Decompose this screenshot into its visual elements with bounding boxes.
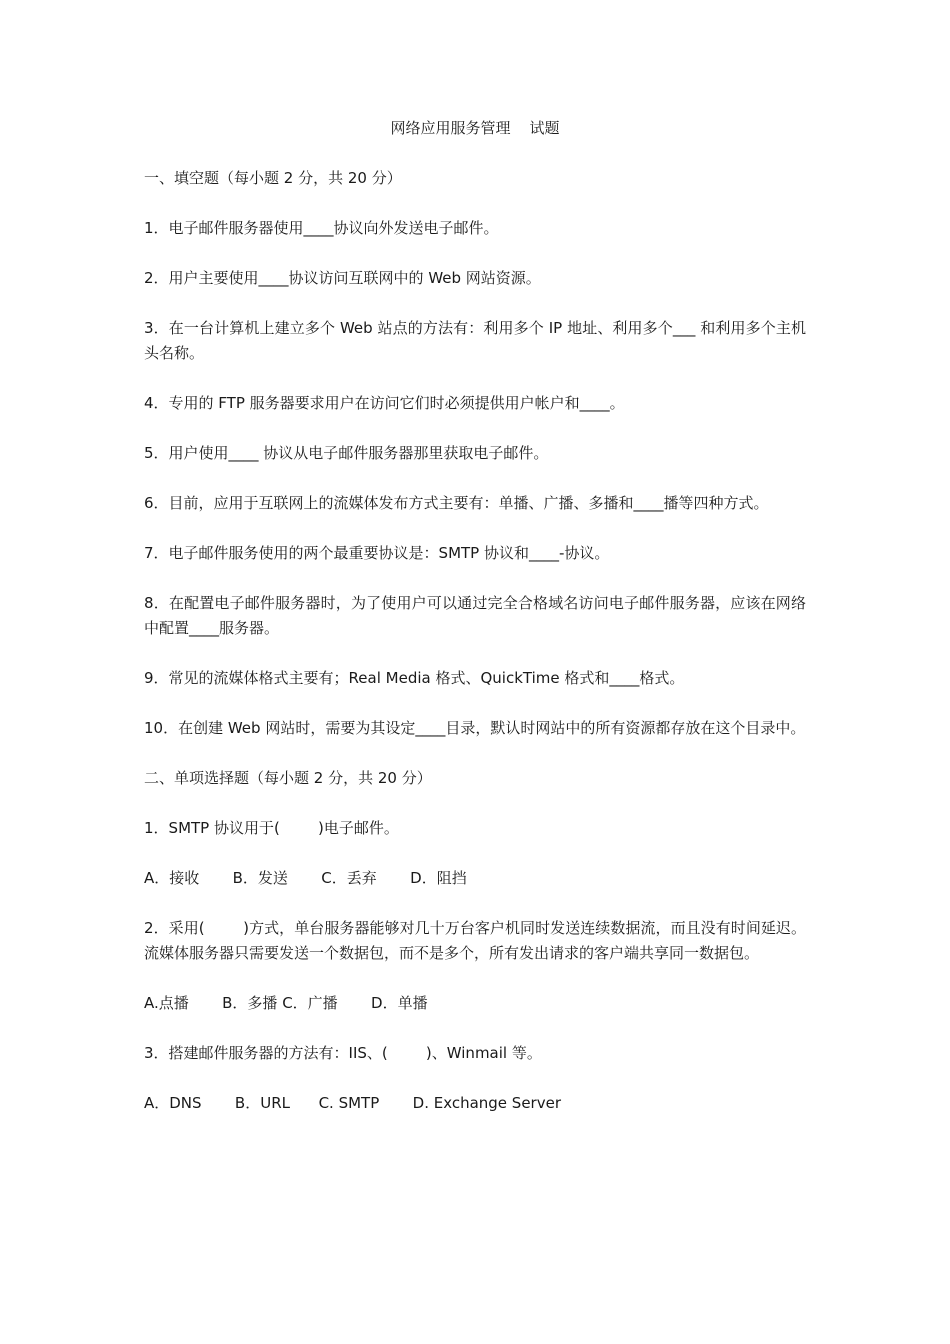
question-item: 8．在配置电子邮件服务器时，为了使用户可以通过完全合格域名访问电子邮件服务器，应该在网络中配置____服务器。 <box>144 594 806 637</box>
document-body <box>144 166 806 1141</box>
fill-in-section <box>144 166 806 741</box>
choice-question: 2．采用( )方式，单台服务器能够对几十万台客户机同时发送连续数据流，而且没有时间延迟。流媒体服务器只需要发送一个数据包，而不是多个，所有发出请求的客户端共享同一数据包。 <box>144 919 806 962</box>
section-heading: 一、填空题（每小题 2 分，共 20 分） <box>144 169 402 187</box>
question-item: 4．专用的 FTP 服务器要求用户在访问它们时必须提供用户帐户和____。 <box>144 394 625 412</box>
choice-options: A．接收 B．发送 C．丢弃 D．阻挡 <box>144 869 467 887</box>
question-item: 6．目前，应用于互联网上的流媒体发布方式主要有：单播、广播、多播和____播等四种方式。 <box>144 494 769 512</box>
section-heading: 二、单项选择题（每小题 2 分，共 20 分） <box>144 769 432 787</box>
question-item: 7．电子邮件服务使用的两个最重要协议是：SMTP 协议和____-协议。 <box>144 544 610 562</box>
document-title: 网络应用服务管理 试题 <box>390 119 560 137</box>
question-item: 2．用户主要使用____协议访问互联网中的 Web 网站资源。 <box>144 269 541 287</box>
question-item: 3．在一台计算机上建立多个 Web 站点的方法有：利用多个 IP 地址、利用多个___ 和利用多个主机头名称。 <box>144 319 806 362</box>
question-item: 9．常见的流媒体格式主要有；Real Media 格式、QuickTime 格式和____格式。 <box>144 669 685 687</box>
multiple-choice-section <box>144 766 806 1116</box>
question-item: 5．用户使用____ 协议从电子邮件服务器那里获取电子邮件。 <box>144 444 549 462</box>
choice-question: 3．搭建邮件服务器的方法有：IIS、( )、Winmail 等。 <box>144 1044 542 1062</box>
choice-question: 1．SMTP 协议用于( )电子邮件。 <box>144 819 399 837</box>
question-item: 1．电子邮件服务器使用____协议向外发送电子邮件。 <box>144 219 499 237</box>
question-item: 10．在创建 Web 网站时，需要为其设定____目录，默认时网站中的所有资源都存放在这个目录中。 <box>144 719 806 737</box>
choice-options: A．DNS B．URL C. SMTP D. Exchange Server <box>144 1094 561 1112</box>
choice-options: A.点播 B．多播 C．广播 D．单播 <box>144 994 428 1012</box>
